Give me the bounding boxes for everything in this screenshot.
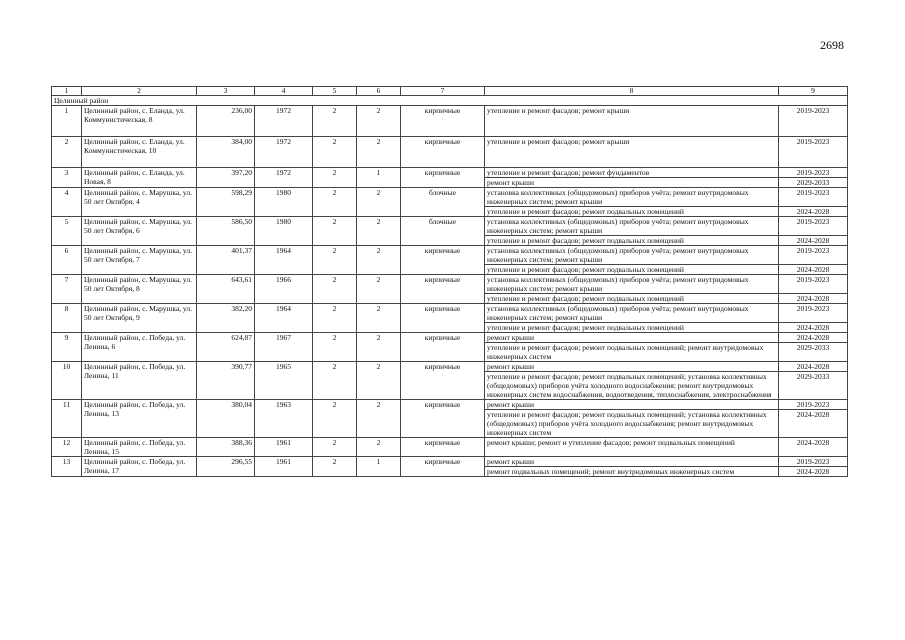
building-area: 586,50 — [197, 217, 255, 246]
building-address: Целинный район, с. Победа, ул. Ленина, 15 — [82, 438, 197, 457]
repair-period: 2029-2033 — [779, 372, 848, 400]
wall-material: кирпичные — [401, 137, 485, 168]
repair-works: утепление и ремонт фасадов; ремонт подвальных помещений; ремонт внутридомовых инженерных систем — [485, 343, 779, 362]
building-address: Целинный район, с. Победа, ул. Ленина, 11 — [82, 362, 197, 400]
column-header: 6 — [357, 87, 401, 96]
column-header: 8 — [485, 87, 779, 96]
repair-period: 2019-2023 — [779, 188, 848, 207]
housing-program-table — [51, 86, 848, 477]
building-area: 624,87 — [197, 333, 255, 362]
repair-works: утепление и ремонт фасадов; ремонт подвальных помещений — [485, 236, 779, 246]
row-number: 6 — [52, 246, 82, 275]
table-row — [52, 246, 848, 265]
repair-works: утепление и ремонт фасадов; ремонт крыши — [485, 106, 779, 137]
repair-works: установка коллективных (общедомовых) приборов учёта; ремонт внутридомовых инженерных систем; ремонт крыши — [485, 246, 779, 265]
build-year: 1961 — [255, 457, 313, 477]
table-row — [52, 333, 848, 343]
repair-period: 2029-2033 — [779, 343, 848, 362]
building-address: Целинный район, с. Еланда, ул. Новая, 8 — [82, 168, 197, 188]
repair-works: установка коллективных (общедомовых) приборов учёта; ремонт внутридомовых инженерных систем; ремонт крыши — [485, 304, 779, 323]
building-area: 296,55 — [197, 457, 255, 477]
repair-works: утепление и ремонт фасадов; ремонт подвальных помещений; установка коллективных (общедомовых) приборов учёта холодного водоснабжения; ремонт внутридомовых инженерных систем водоснабжения, водоотведения, теплоснабжения, электроснабжения — [485, 372, 779, 400]
entrance-count: 2 — [357, 137, 401, 168]
entrance-count: 2 — [357, 438, 401, 457]
floor-count: 2 — [313, 275, 357, 304]
build-year: 1964 — [255, 246, 313, 275]
wall-material: кирпичные — [401, 457, 485, 477]
table-row — [52, 217, 848, 236]
wall-material: кирпичные — [401, 168, 485, 188]
repair-period: 2024-2028 — [779, 294, 848, 304]
row-number: 12 — [52, 438, 82, 457]
building-area: 598,29 — [197, 188, 255, 217]
repair-works: ремонт крыши — [485, 362, 779, 372]
building-address: Целинный район, с. Марушка, ул. 50 лет Октября, 9 — [82, 304, 197, 333]
build-year: 1966 — [255, 275, 313, 304]
table-row — [52, 304, 848, 323]
floor-count: 2 — [313, 362, 357, 400]
repair-period: 2024-2028 — [779, 207, 848, 217]
repair-period: 2019-2023 — [779, 106, 848, 137]
repair-period: 2024-2028 — [779, 236, 848, 246]
repair-period: 2019-2023 — [779, 168, 848, 178]
repair-works: утепление и ремонт фасадов; ремонт подвальных помещений — [485, 323, 779, 333]
floor-count: 2 — [313, 188, 357, 217]
building-area: 643,61 — [197, 275, 255, 304]
floor-count: 2 — [313, 438, 357, 457]
entrance-count: 2 — [357, 275, 401, 304]
table-row — [52, 168, 848, 178]
build-year: 1980 — [255, 217, 313, 246]
wall-material: кирпичные — [401, 106, 485, 137]
wall-material: кирпичные — [401, 438, 485, 457]
repair-works: установка коллективных (общедомовых) приборов учёта; ремонт внутридомовых инженерных систем; ремонт крыши — [485, 217, 779, 236]
repair-period: 2029-2033 — [779, 178, 848, 188]
row-number: 7 — [52, 275, 82, 304]
entrance-count: 2 — [357, 304, 401, 333]
building-address: Целинный район, с. Марушка, ул. 50 лет Октября, 7 — [82, 246, 197, 275]
build-year: 1967 — [255, 333, 313, 362]
row-number: 3 — [52, 168, 82, 188]
table-row — [52, 457, 848, 467]
entrance-count: 2 — [357, 246, 401, 275]
building-area: 390,77 — [197, 362, 255, 400]
floor-count: 2 — [313, 246, 357, 275]
row-number: 11 — [52, 400, 82, 438]
table-row — [52, 438, 848, 457]
table-row — [52, 106, 848, 137]
district-name: Целинный район — [52, 96, 848, 106]
build-year: 1972 — [255, 168, 313, 188]
building-address: Целинный район, с. Марушка, ул. 50 лет Октября, 4 — [82, 188, 197, 217]
row-number: 9 — [52, 333, 82, 362]
table-row — [52, 188, 848, 207]
wall-material: кирпичные — [401, 246, 485, 275]
column-header: 3 — [197, 87, 255, 96]
repair-works: ремонт подвальных помещений; ремонт внутридомовых инженерных систем — [485, 467, 779, 477]
repair-works: ремонт крыши — [485, 178, 779, 188]
table-row — [52, 362, 848, 372]
repair-works: утепление и ремонт фасадов; ремонт фундаментов — [485, 168, 779, 178]
floor-count: 2 — [313, 333, 357, 362]
entrance-count: 2 — [357, 400, 401, 438]
building-area: 401,37 — [197, 246, 255, 275]
table-row — [52, 137, 848, 168]
build-year: 1972 — [255, 106, 313, 137]
wall-material: блочные — [401, 217, 485, 246]
repair-works: ремонт крыши; ремонт и утепление фасадов; ремонт подвальных помещений — [485, 438, 779, 457]
building-area: 384,00 — [197, 137, 255, 168]
repair-works: ремонт крыши — [485, 333, 779, 343]
entrance-count: 2 — [357, 362, 401, 400]
row-number: 4 — [52, 188, 82, 217]
row-number: 8 — [52, 304, 82, 333]
wall-material: кирпичные — [401, 333, 485, 362]
entrance-count: 2 — [357, 333, 401, 362]
table-body — [52, 87, 848, 477]
floor-count: 2 — [313, 106, 357, 137]
repair-period: 2019-2023 — [779, 457, 848, 467]
wall-material: кирпичные — [401, 400, 485, 438]
repair-works: утепление и ремонт фасадов; ремонт подвальных помещений; установка коллективных (общедомовых) приборов учёта холодного водоснабжения; ремонт внутридомовых инженерных систем — [485, 410, 779, 438]
repair-period: 2024-2028 — [779, 467, 848, 477]
build-year: 1964 — [255, 304, 313, 333]
building-address: Целинный район, с. Победа, ул. Ленина, 13 — [82, 400, 197, 438]
row-number: 5 — [52, 217, 82, 246]
repair-period: 2019-2023 — [779, 304, 848, 323]
entrance-count: 1 — [357, 168, 401, 188]
wall-material: кирпичные — [401, 362, 485, 400]
repair-works: утепление и ремонт фасадов; ремонт подвальных помещений — [485, 294, 779, 304]
repair-period: 2019-2023 — [779, 217, 848, 236]
column-header: 7 — [401, 87, 485, 96]
table-row — [52, 275, 848, 294]
build-year: 1972 — [255, 137, 313, 168]
building-address: Целинный район, с. Победа, ул. Ленина, 17 — [82, 457, 197, 477]
row-number: 13 — [52, 457, 82, 477]
column-header: 4 — [255, 87, 313, 96]
entrance-count: 2 — [357, 217, 401, 246]
floor-count: 2 — [313, 304, 357, 333]
floor-count: 2 — [313, 168, 357, 188]
floor-count: 2 — [313, 137, 357, 168]
build-year: 1965 — [255, 362, 313, 400]
row-number: 1 — [52, 106, 82, 137]
entrance-count: 2 — [357, 106, 401, 137]
page-number: 2698 — [820, 38, 844, 52]
building-address: Целинный район, с. Марушка, ул. 50 лет Октября, 6 — [82, 217, 197, 246]
wall-material: кирпичные — [401, 275, 485, 304]
repair-works: утепление и ремонт фасадов; ремонт подвальных помещений — [485, 207, 779, 217]
floor-count: 2 — [313, 217, 357, 246]
entrance-count: 2 — [357, 188, 401, 217]
building-area: 397,20 — [197, 168, 255, 188]
district-row — [52, 96, 848, 106]
table-row — [52, 400, 848, 410]
build-year: 1980 — [255, 188, 313, 217]
row-number: 10 — [52, 362, 82, 400]
building-area: 236,00 — [197, 106, 255, 137]
building-address: Целинный район, с. Еланда, ул. Коммунистическая, 10 — [82, 137, 197, 168]
repair-period: 2019-2023 — [779, 246, 848, 265]
floor-count: 2 — [313, 400, 357, 438]
building-address: Целинный район, с. Победа, ул. Ленина, 6 — [82, 333, 197, 362]
repair-works: ремонт крыши — [485, 400, 779, 410]
repair-period: 2024-2028 — [779, 438, 848, 457]
build-year: 1961 — [255, 438, 313, 457]
repair-period: 2019-2023 — [779, 275, 848, 294]
building-area: 380,04 — [197, 400, 255, 438]
repair-period: 2024-2028 — [779, 333, 848, 343]
repair-works: ремонт крыши — [485, 457, 779, 467]
column-header: 5 — [313, 87, 357, 96]
repair-works: установка коллективных (общедомовых) приборов учёта; ремонт внутридомовых инженерных систем; ремонт крыши — [485, 275, 779, 294]
building-address: Целинный район, с. Марушка, ул. 50 лет Октября, 8 — [82, 275, 197, 304]
wall-material: кирпичные — [401, 304, 485, 333]
repair-period: 2019-2023 — [779, 137, 848, 168]
wall-material: блочные — [401, 188, 485, 217]
floor-count: 2 — [313, 457, 357, 477]
repair-works: утепление и ремонт фасадов; ремонт крыши — [485, 137, 779, 168]
row-number: 2 — [52, 137, 82, 168]
repair-works: установка коллективных (общедомовых) приборов учёта; ремонт внутридомовых инженерных систем; ремонт крыши — [485, 188, 779, 207]
repair-period: 2024-2028 — [779, 265, 848, 275]
repair-works: утепление и ремонт фасадов; ремонт подвальных помещений — [485, 265, 779, 275]
repair-period: 2024-2028 — [779, 362, 848, 372]
column-header: 9 — [779, 87, 848, 96]
building-area: 382,20 — [197, 304, 255, 333]
column-header: 1 — [52, 87, 82, 96]
repair-period: 2024-2028 — [779, 410, 848, 438]
build-year: 1963 — [255, 400, 313, 438]
repair-period: 2024-2028 — [779, 323, 848, 333]
column-header-row — [52, 87, 848, 96]
entrance-count: 1 — [357, 457, 401, 477]
column-header: 2 — [82, 87, 197, 96]
building-area: 388,36 — [197, 438, 255, 457]
repair-period: 2019-2023 — [779, 400, 848, 410]
building-address: Целинный район, с. Еланда, ул. Коммунистическая, 8 — [82, 106, 197, 137]
